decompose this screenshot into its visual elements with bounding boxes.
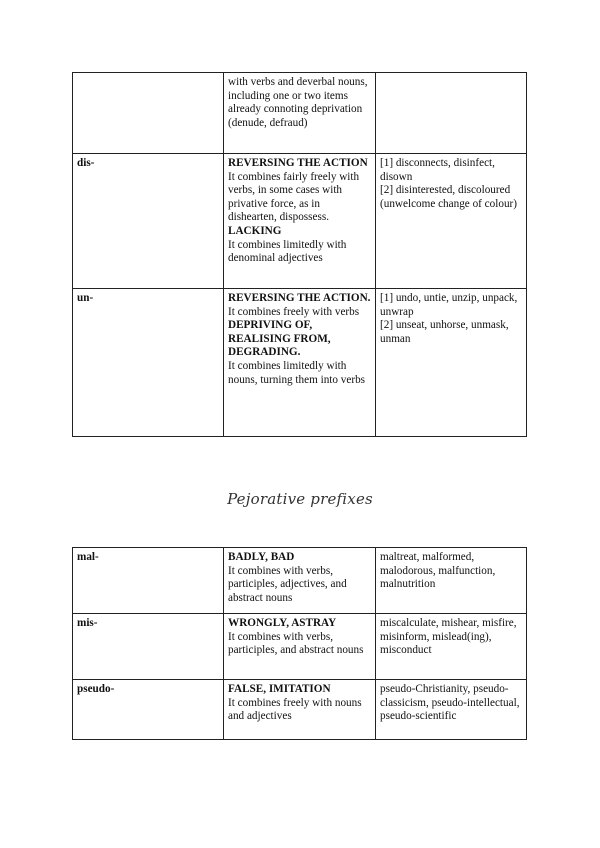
example-line: maltreat, malformed, malodorous, malfunction, malnutrition [380,551,496,591]
prefix-label: dis- [77,157,95,169]
table-row [73,614,527,680]
prefix-cell [73,614,224,680]
prefix-cell [73,73,224,154]
prefix-label: mal- [77,551,99,563]
section-title: Pejorative prefixes [227,490,373,508]
meaning-description: It combines freely with verbs [228,305,360,318]
meaning-heading: REVERSING THE ACTION. [228,292,371,304]
meaning-cell [224,680,376,740]
meaning-cell [224,154,376,289]
prefix-label: mis- [77,617,98,629]
meaning-cell [224,73,376,154]
meaning-heading: REVERSING THE ACTION [228,157,368,169]
meaning-description: It combines freely with nouns and adjectives [228,696,362,723]
meaning-cell [224,614,376,680]
prefix-cell [73,680,224,740]
examples-cell [376,289,527,437]
example-line: miscalculate, mishear, misfire, misinform, mislead(ing), misconduct [380,617,517,657]
examples-cell [376,548,527,614]
meaning-description: It combines with verbs, participles, and abstract nouns [228,630,364,657]
meaning-cell [224,548,376,614]
table-row [73,73,527,154]
table-row [73,154,527,289]
example-line: [1] disconnects, disinfect, disown [380,157,495,183]
meaning-heading: FALSE, IMITATION [228,683,331,695]
prefix-table-pejorative [72,547,527,740]
meaning-heading: LACKING [228,224,282,237]
table-row [73,289,527,437]
meaning-description: It combines limitedly with nouns, turning them into verbs [228,359,366,386]
meaning-cell [224,289,376,437]
meaning-description: It combines limitedly with denominal adjectives [228,238,347,265]
meaning-description: It combines fairly freely with verbs, in some cases with privative force, as in dishearten, dispossess. [228,170,360,224]
example-line: [2] disinterested, discoloured (unwelcome change of colour) [380,184,517,210]
examples-cell [376,154,527,289]
example-line: pseudo-Christianity, pseudo-classicism, pseudo-intellectual, pseudo-scientific [380,683,520,723]
meaning-heading: BADLY, BAD [228,551,295,563]
prefix-cell [73,548,224,614]
prefix-label: un- [77,292,94,304]
prefix-cell [73,154,224,289]
prefix-label: pseudo- [77,683,115,695]
example-line: [2] unseat, unhorse, unmask, unman [380,319,509,345]
prefix-table-negative [72,72,527,437]
meaning-description: with verbs and deverbal nouns, including one or two items already connoting deprivation (denude, defraud) [228,76,368,129]
meaning-description: It combines with verbs, participles, adjectives, and abstract nouns [228,564,347,604]
examples-cell [376,680,527,740]
examples-cell [376,73,527,154]
meaning-heading: WRONGLY, ASTRAY [228,617,337,629]
table-row [73,680,527,740]
meaning-heading: DEPRIVING OF, REALISING FROM, DEGRADING. [228,319,331,359]
example-line: [1] undo, untie, unzip, unpack, unwrap [380,292,518,318]
examples-cell [376,614,527,680]
prefix-cell [73,289,224,437]
table-row [73,548,527,614]
